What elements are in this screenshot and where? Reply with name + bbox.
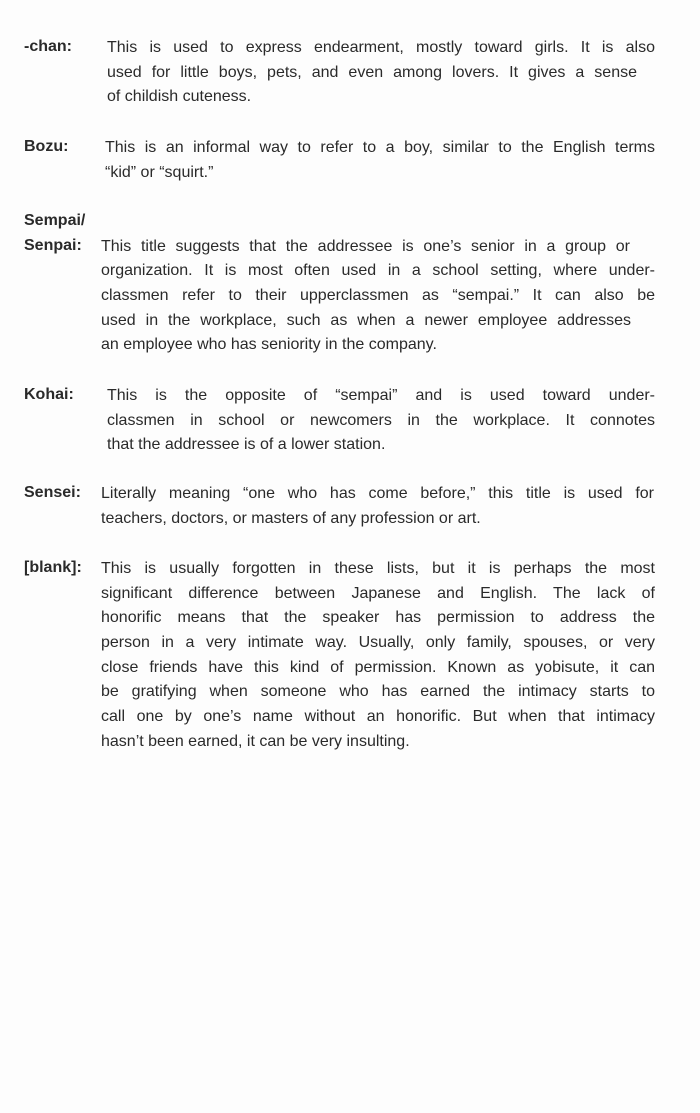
definition [107,38,655,112]
definition-line: organization. It is most often used in a school setting, where under- [101,262,655,280]
definition-line: classmen refer to their upperclassmen as “sempai.” It can also be [101,287,655,305]
term-alt: Sempai/ [24,212,86,229]
term: [blank]: [24,559,82,576]
definition-line: that the addressee is of a lower station. [107,436,386,454]
definition-line: of childish cuteness. [107,88,252,106]
definition-line: hasn’t been earned, it can be very insulting. [101,732,410,750]
definition-line: be gratifying when someone who has earned the intimacy starts to [101,683,655,701]
definition-line: teachers, doctors, or masters of any profession or art. [101,509,481,527]
term: -chan: [24,38,72,55]
definition-line: close friends have this kind of permission. Known as yobisute, it can [101,658,655,676]
definition-line: used in the workplace, such as when a newer employee addresses [101,311,631,329]
term: Senpai: [24,236,82,254]
term: Bozu: [24,138,69,155]
definition-line: This title suggests that the addressee is one’s senior in a group or [101,237,630,255]
definition [105,138,655,187]
definition [101,559,655,757]
definition-line: used for little boys, pets, and even among lovers. It gives a sense [107,63,637,81]
term: Sensei: [24,484,81,501]
definition-line: This is usually forgotten in these lists, but it is perhaps the most [101,560,655,577]
definition [107,386,655,460]
definition-line: an employee who has seniority in the company. [101,336,437,354]
definition-line: classmen in school or newcomers in the workplace. It connotes [107,411,655,429]
definition-line: Literally meaning “one who has come before,” this title is used for [101,485,654,502]
definition [101,484,655,533]
definition-line: honorific means that the speaker has permission to address the [101,609,655,627]
definition-line: This is used to express endearment, mostly toward girls. It is also [107,39,655,56]
definition-line: significant difference between Japanese and English. The lack of [101,584,655,602]
definition-line: “kid” or “squirt.” [105,163,214,181]
definition [101,237,655,360]
definition-line: This is the opposite of “sempai” and is used toward under- [107,387,655,404]
definition-line: call one by one’s name without an honorific. But when that intimacy [101,708,655,726]
definition-line: This is an informal way to refer to a boy, similar to the English terms [105,139,655,156]
definition-line: person in a very intimate way. Usually, only family, spouses, or very [101,634,655,652]
term: Kohai: [24,386,74,403]
